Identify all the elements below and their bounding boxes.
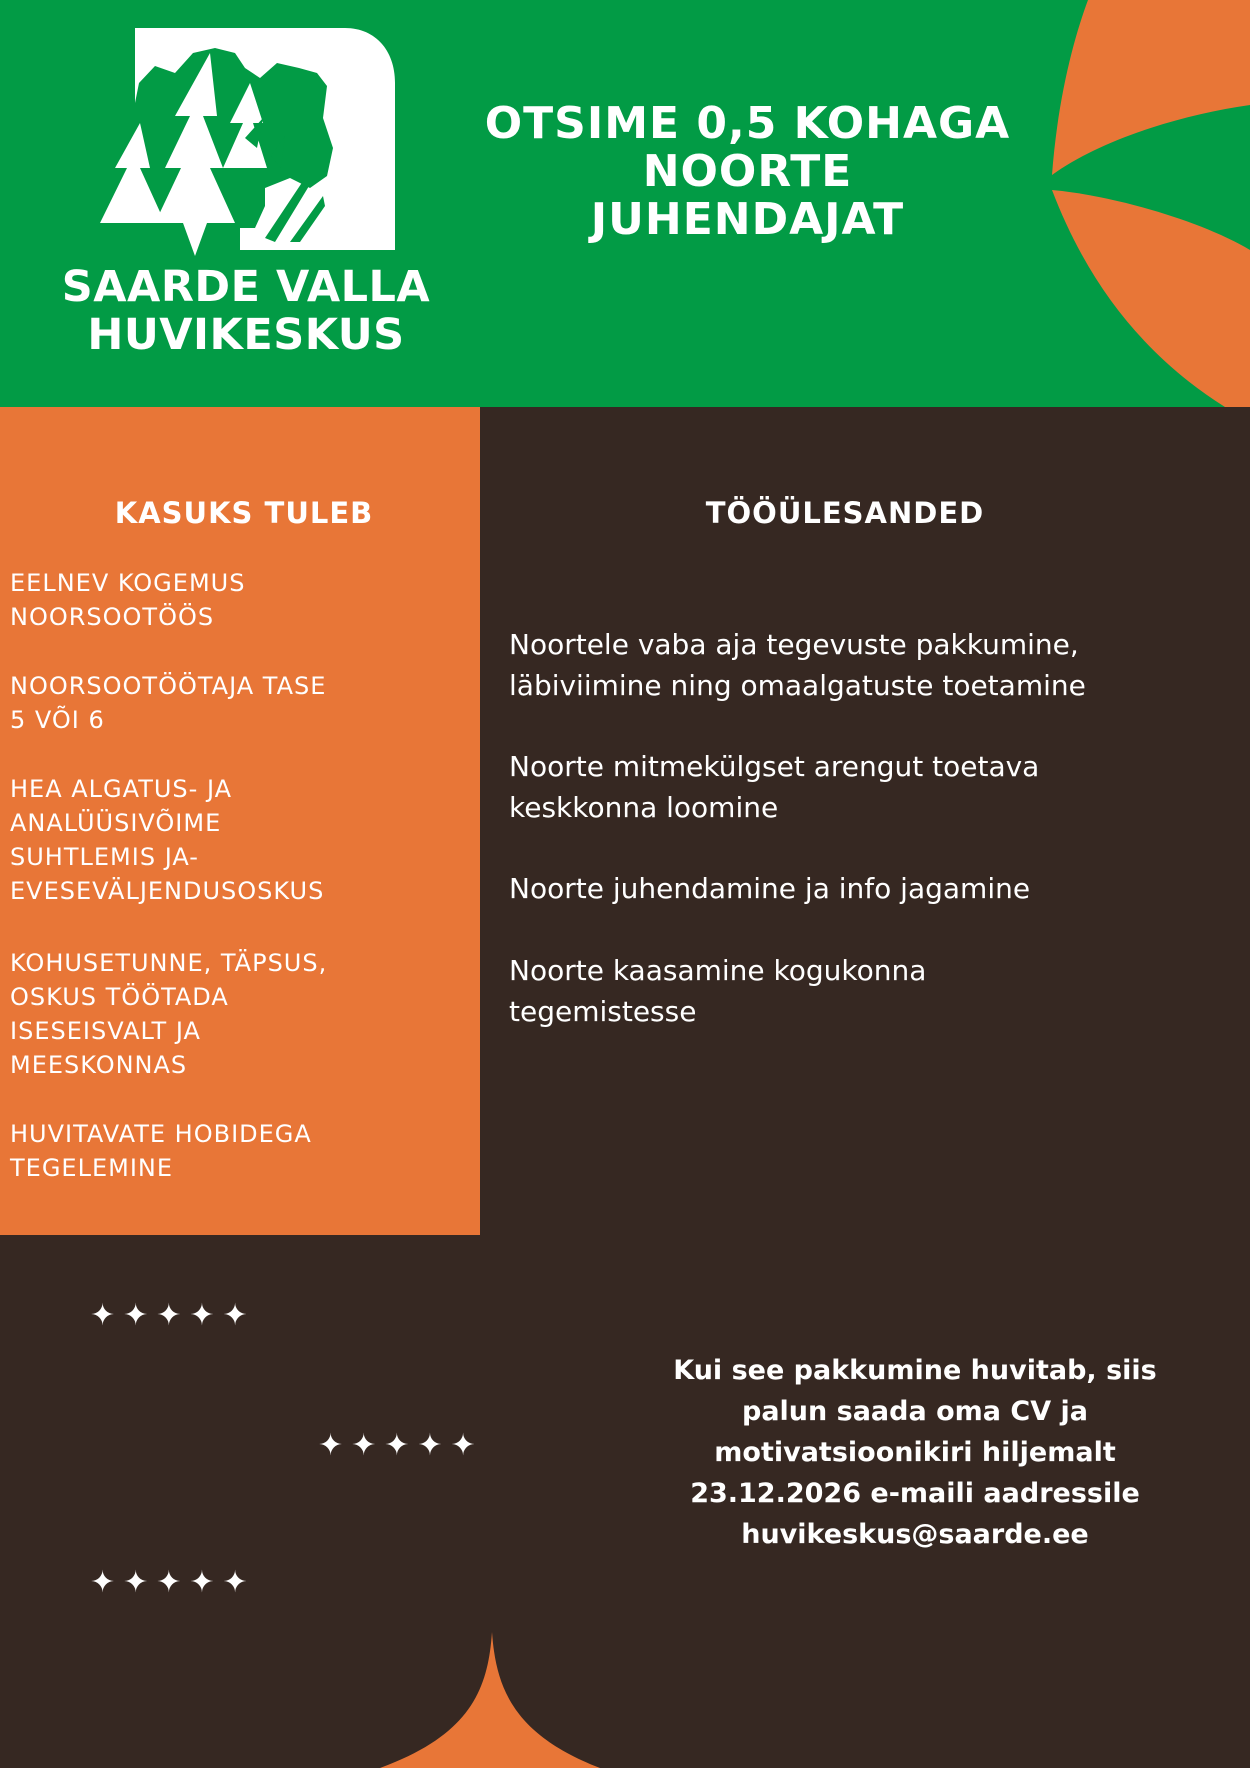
task-item xyxy=(509,868,1239,909)
requirement-line: NOORSOOTÖÖTAJA TASE xyxy=(10,672,327,700)
requirement-item xyxy=(10,1117,480,1185)
sparkle-stars-icon: ✦✦✦✦✦ xyxy=(90,1298,256,1333)
orange-spike-decoration xyxy=(360,1630,620,1768)
task-line: Noorte mitmekülgset arengut toetava xyxy=(509,750,1040,783)
requirement-line: SUHTLEMIS JA- xyxy=(10,843,199,871)
requirements-title: KASUKS TULEB xyxy=(114,496,374,530)
requirement-line: HUVITAVATE HOBIDEGA xyxy=(10,1120,312,1148)
requirement-line: ANALÜÜSIVÕIME xyxy=(10,809,222,837)
contact-line: palun saada oma CV ja xyxy=(742,1396,1088,1427)
requirement-line: HEA ALGATUS- JA xyxy=(10,775,233,803)
task-item xyxy=(509,950,1239,1032)
contact-line: motivatsioonikiri hiljemalt xyxy=(714,1437,1116,1468)
job-headline xyxy=(420,100,1075,244)
requirement-item xyxy=(10,946,480,1082)
requirement-line: MEESKONNAS xyxy=(10,1051,188,1079)
requirement-line: OSKUS TÖÖTADA xyxy=(10,983,229,1011)
task-line: Noortele vaba aja tegevuste pakkumine, xyxy=(509,628,1079,661)
logo-wordmark xyxy=(60,263,432,359)
contact-line: Kui see pakkumine huvitab, siis xyxy=(673,1355,1157,1386)
task-line: Noorte juhendamine ja info jagamine xyxy=(509,872,1031,905)
task-line: keskkonna loomine xyxy=(509,791,779,824)
contact-email[interactable]: huvikeskus@saarde.ee xyxy=(741,1519,1089,1550)
logo-line-1: SAARDE VALLA xyxy=(61,262,431,312)
requirement-item xyxy=(10,566,480,634)
task-line: läbiviimine ning omaalgatuste toetamine xyxy=(509,669,1086,702)
requirement-item xyxy=(10,772,480,908)
task-item xyxy=(509,624,1239,706)
requirement-line: 5 VÕI 6 xyxy=(10,706,105,734)
requirement-line: EVESEVÄLJENDUSOSKUS xyxy=(10,877,325,905)
sparkle-stars-icon: ✦✦✦✦✦ xyxy=(90,1565,256,1600)
requirement-line: EELNEV KOGEMUS xyxy=(10,569,246,597)
requirement-line: NOORSOOTÖÖS xyxy=(10,603,215,631)
requirement-line: ISESEISVALT JA xyxy=(10,1017,201,1045)
requirement-item xyxy=(10,669,480,737)
contact-line: 23.12.2026 e-maili aadressile xyxy=(690,1478,1140,1509)
requirement-line: TEGELEMINE xyxy=(10,1154,174,1182)
sparkle-stars-icon: ✦✦✦✦✦ xyxy=(318,1428,484,1463)
tasks-title: TÖÖÜLESANDED xyxy=(705,496,985,530)
task-line: tegemistesse xyxy=(509,995,697,1028)
logo-line-2: HUVIKESKUS xyxy=(87,310,405,360)
contact-info xyxy=(590,1350,1240,1555)
requirement-line: KOHUSETUNNE, TÄPSUS, xyxy=(10,949,328,977)
headline-line-2: NOORTE xyxy=(642,146,853,197)
forest-lynx-logo-icon xyxy=(95,28,395,256)
task-line: Noorte kaasamine kogukonna xyxy=(509,954,927,987)
task-item xyxy=(509,746,1239,828)
headline-line-1: OTSIME 0,5 KOHAGA xyxy=(484,98,1011,149)
header-banner xyxy=(0,0,1250,407)
headline-line-3: JUHENDAJAT xyxy=(590,194,905,245)
